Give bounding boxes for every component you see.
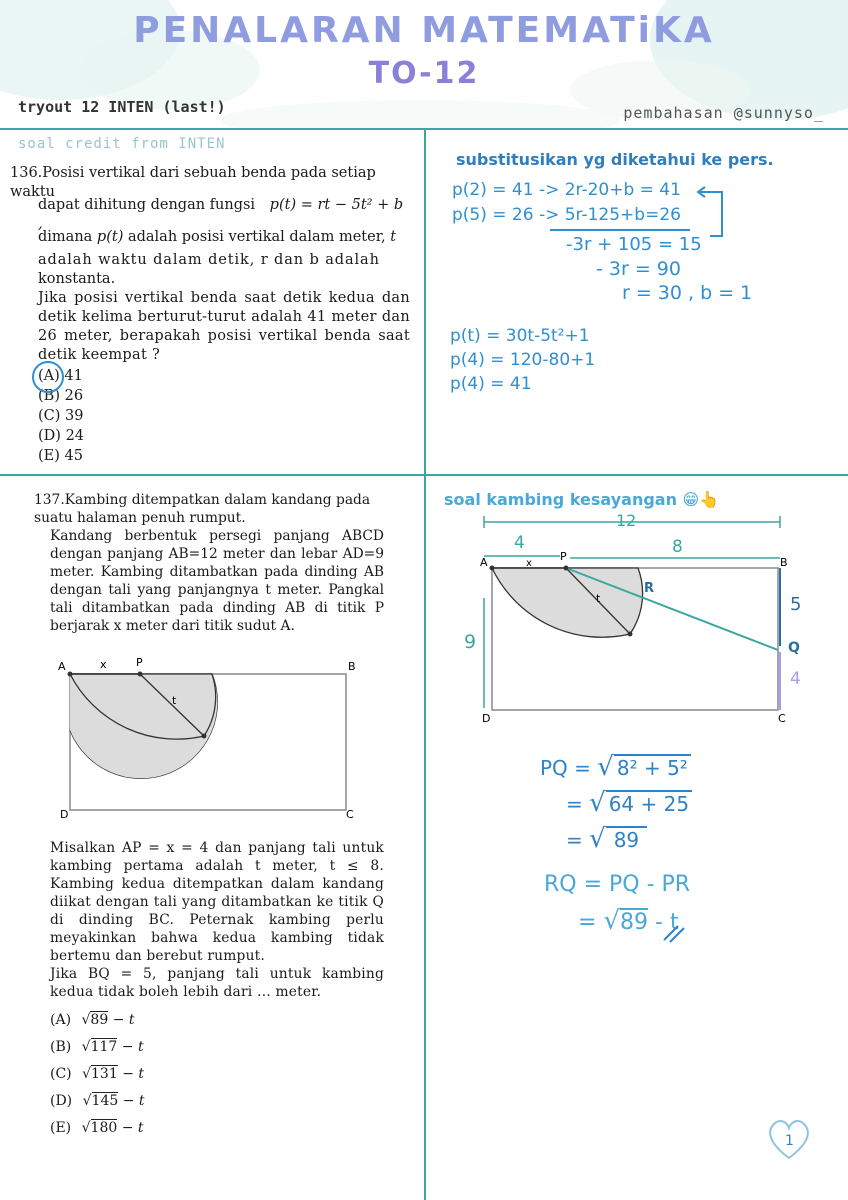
credit-label: soal credit from INTEN [18, 136, 226, 152]
question-text: Posisi vertikal dari sebuah benda pada setiap waktu [10, 165, 376, 200]
question-text: dimana [38, 229, 93, 245]
page-title: PENALARAN MATEMATiKA [133, 10, 715, 51]
question-number: 136. [10, 165, 43, 181]
solution-heading: substitusikan yg diketahui ke pers. [456, 150, 774, 169]
label-b: B [780, 556, 788, 569]
dim-4b: 4 [790, 669, 801, 689]
label-a: A [480, 556, 488, 569]
page-number: 1 [785, 1133, 794, 1149]
result-2: p(4) = 120-80+1 [450, 350, 596, 370]
option-d[interactable]: (D) √145 − t [50, 1093, 145, 1109]
dim-8: 8 [672, 537, 683, 557]
label-r: R [644, 581, 655, 596]
formula: t [390, 229, 397, 245]
page-header [0, 0, 848, 128]
question-text: adalah posisi vertikal dalam meter, [127, 229, 386, 245]
option-d[interactable]: (D) 24 [38, 428, 85, 444]
pq-line-3: = √ 89 [566, 824, 647, 854]
question-text: Jika BQ = 5, panjang tali untuk kambing kedua tidak boleh lebih dari … meter. [50, 966, 384, 1000]
answer-circle-mark [30, 360, 70, 396]
question-text: dapat dihitung dengan fungsi [38, 197, 256, 213]
step-3: r = 30 , b = 1 [622, 282, 753, 304]
label-b: B [348, 660, 356, 673]
option-b[interactable]: (B) √117 − t [50, 1039, 144, 1055]
heart-page-icon [764, 1114, 814, 1164]
question-text: Kambing ditempatkan dalam kandang pada suatu halaman penuh rumput. [34, 492, 371, 526]
label-d: D [60, 808, 69, 821]
double-underline-mark [660, 920, 690, 944]
label-q: Q [788, 640, 800, 656]
pq-line-2: = √ 64 + 25 [566, 788, 692, 818]
option-c[interactable]: (C) √131 − t [50, 1066, 145, 1082]
question-figure [56, 654, 366, 824]
question-text: Kandang berbentuk persegi panjang ABCD dengan panjang AB=12 meter dan lebar AD=9 meter. Kambing ditambatkan pada dinding AB dengan tali yang panjangnya t meter. Pangkal tali ditambatkan pada dinding AB di titik P berjarak x meter dari titik sudut A. [50, 528, 384, 634]
dim-5: 5 [790, 594, 802, 615]
label-x: x [100, 658, 107, 671]
label-c: C [778, 712, 786, 725]
author-label: pembahasan @sunnyso_ [623, 104, 824, 122]
question-text: konstanta. [38, 271, 116, 287]
question-number: 137. [34, 492, 65, 508]
pq-line-1: PQ = √ 8² + 5² [540, 752, 691, 782]
divider-vertical [424, 128, 426, 1200]
label-t: t [596, 592, 601, 605]
label-p: P [560, 550, 567, 563]
label-x: x [526, 558, 532, 569]
dim-9: 9 [464, 631, 477, 653]
solution-figure [440, 508, 840, 728]
option-c[interactable]: (C) 39 [38, 408, 84, 424]
option-b[interactable]: (B) 26 [38, 388, 84, 404]
result-1: p(t) = 30t-5t²+1 [450, 326, 590, 346]
divider-middle [0, 474, 848, 476]
formula: p(t) [96, 229, 124, 245]
tryout-label: tryout 12 INTEN (last!) [18, 98, 226, 116]
step-2: - 3r = 90 [596, 258, 681, 280]
question-136-body [38, 228, 410, 365]
option-e[interactable]: (E) 45 [38, 448, 83, 464]
option-a[interactable]: (A) 41 [38, 368, 83, 384]
equation-1: p(2) = 41 -> 2r-20+b = 41 [452, 180, 681, 200]
equation-2: p(5) = 26 -> 5r-125+b=26 [452, 205, 681, 225]
option-e[interactable]: (E) √180 − t [50, 1120, 144, 1136]
dim-12: 12 [616, 511, 637, 530]
question-137 [34, 491, 384, 527]
option-a[interactable]: (A) √89 − t [50, 1012, 135, 1028]
label-c: C [346, 808, 354, 821]
label-a: A [58, 660, 66, 673]
formula: p(t) = rt − 5t² + b , [38, 197, 404, 232]
page-subtitle: TO-12 [368, 56, 480, 91]
question-text: Jika posisi vertikal benda saat detik kedua dan detik kelima berturut-turut adalah 41 meter dan 26 meter, berapakah posisi vertikal benda saat detik keempat ? [38, 290, 410, 363]
option-list [50, 1012, 145, 1147]
label-p: P [136, 656, 143, 669]
question-text: adalah waktu dalam detik, r dan b adalah [38, 252, 380, 268]
step-1: -3r + 105 = 15 [566, 234, 702, 255]
label-t: t [172, 694, 177, 707]
rq-line-2: = √89 - t [578, 906, 679, 936]
question-137-body [50, 527, 384, 635]
result-3: p(4) = 41 [450, 374, 532, 394]
rq-line-1: RQ = PQ - PR [544, 872, 691, 897]
label-d: D [482, 712, 491, 725]
question-text: Misalkan AP = x = 4 dan panjang tali untuk kambing pertama adalah t meter, t ≤ 8. Kambing kedua ditempatkan dalam kandang diikat dengan tali yang ditambatkan ke titik Q di dinding BC. Peternak kambing perlu meyakinkan bahwa kedua kambing tidak bertemu dan berebut rumput. [50, 840, 384, 964]
question-137-body-2 [50, 839, 384, 1001]
dim-4: 4 [514, 533, 525, 553]
solution-heading: soal kambing kesayangan 😁👆 [444, 490, 720, 509]
